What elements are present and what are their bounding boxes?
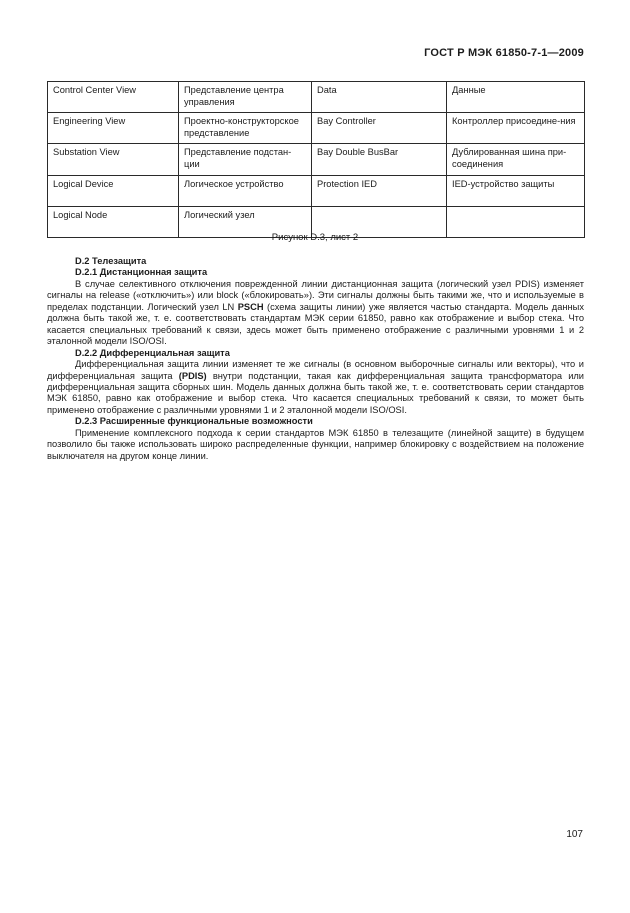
table-row (48, 113, 585, 144)
table-cell: Control Center View (48, 82, 179, 113)
paragraph: В случае селективного отключения поврежденной линии дистанционная защита (логический узел PDIS) изменяет сигналы на release («отключить») или block («блокировать»). Эти сигналы должны быть такими же, что и используемые в пределах подстанции. Логический узел LN PSCH (схема защиты линии) уже является частью стандарта. Модель данных должна быть такой же, т. е. соответствовать стандартам МЭК серии 61850, равно как отображение и выбор стека. Что касается специальных требований к связи, здесь может быть применено отображение с различными уровнями 1 и 2 эталонной модели ISO/OSI. (47, 278, 584, 347)
table-cell: Protection IED (312, 175, 447, 206)
table-row (48, 144, 585, 175)
table-cell: Проектно-конструкторское представление (179, 113, 312, 144)
table-cell: Logical Node (48, 206, 179, 237)
table-cell: IED-устройство защиты (447, 175, 585, 206)
table-cell: Bay Controller (312, 113, 447, 144)
subsection-heading: D.2.3 Расширенные функциональные возможности (75, 416, 313, 427)
table-cell: Представление центра управления (179, 82, 312, 113)
table-row (48, 175, 585, 206)
paragraph: Дифференциальная защита линии изменяет те же сигналы (в основном выборочные сигналы или векторы), что и дифференциальная защита (PDIS) внутри подстанции, такая как дифференциальная защита трансформатора или дифференциальная защита сборных шин. Модель данных должна быть такой же, т. е. соответствовать серии стандартов МЭК 61850, равно как отображение и выбор стека. Что касается специальных требований к связи, то может быть применено отображение с различными уровнями 1 и 2 эталонной модели ISO/OSI. (47, 359, 585, 415)
document-header: ГОСТ Р МЭК 61850-7-1—2009 (424, 47, 584, 59)
table-cell: Данные (447, 82, 585, 113)
document-body (47, 256, 584, 462)
subsection-heading: D.2.1 Дистанционная защита (75, 267, 208, 278)
table-cell: Substation View (48, 144, 179, 175)
table-row (48, 82, 585, 113)
table-cell: Дублированная шина при-соединения (447, 144, 585, 175)
table-cell: Логический узел (179, 206, 312, 237)
figure-caption: Рисунок D.3, лист 2 (271, 232, 359, 243)
section-heading: D.2 Телезащита (75, 256, 147, 266)
terminology-table (47, 81, 585, 238)
table-cell: Data (312, 82, 447, 113)
table-cell: Engineering View (48, 113, 179, 144)
table-cell: Logical Device (48, 175, 179, 206)
table-cell: Логическое устройство (179, 175, 312, 206)
table-cell: Представление подстан-ции (179, 144, 312, 175)
page-number: 107 (566, 829, 583, 840)
table-cell: Bay Double BusBar (312, 144, 447, 175)
table-cell: Контроллер присоедине-ния (447, 113, 585, 144)
paragraph: Применение комплексного подхода к серии стандартов МЭК 61850 в телезащите (линейной защите) в будущем позволило бы также использовать широко распределенные функции, например блокировку с воздействием на положение выключателя на другом конце линии. (47, 427, 584, 461)
subsection-heading: D.2.2 Дифференциальная защита (75, 347, 230, 358)
